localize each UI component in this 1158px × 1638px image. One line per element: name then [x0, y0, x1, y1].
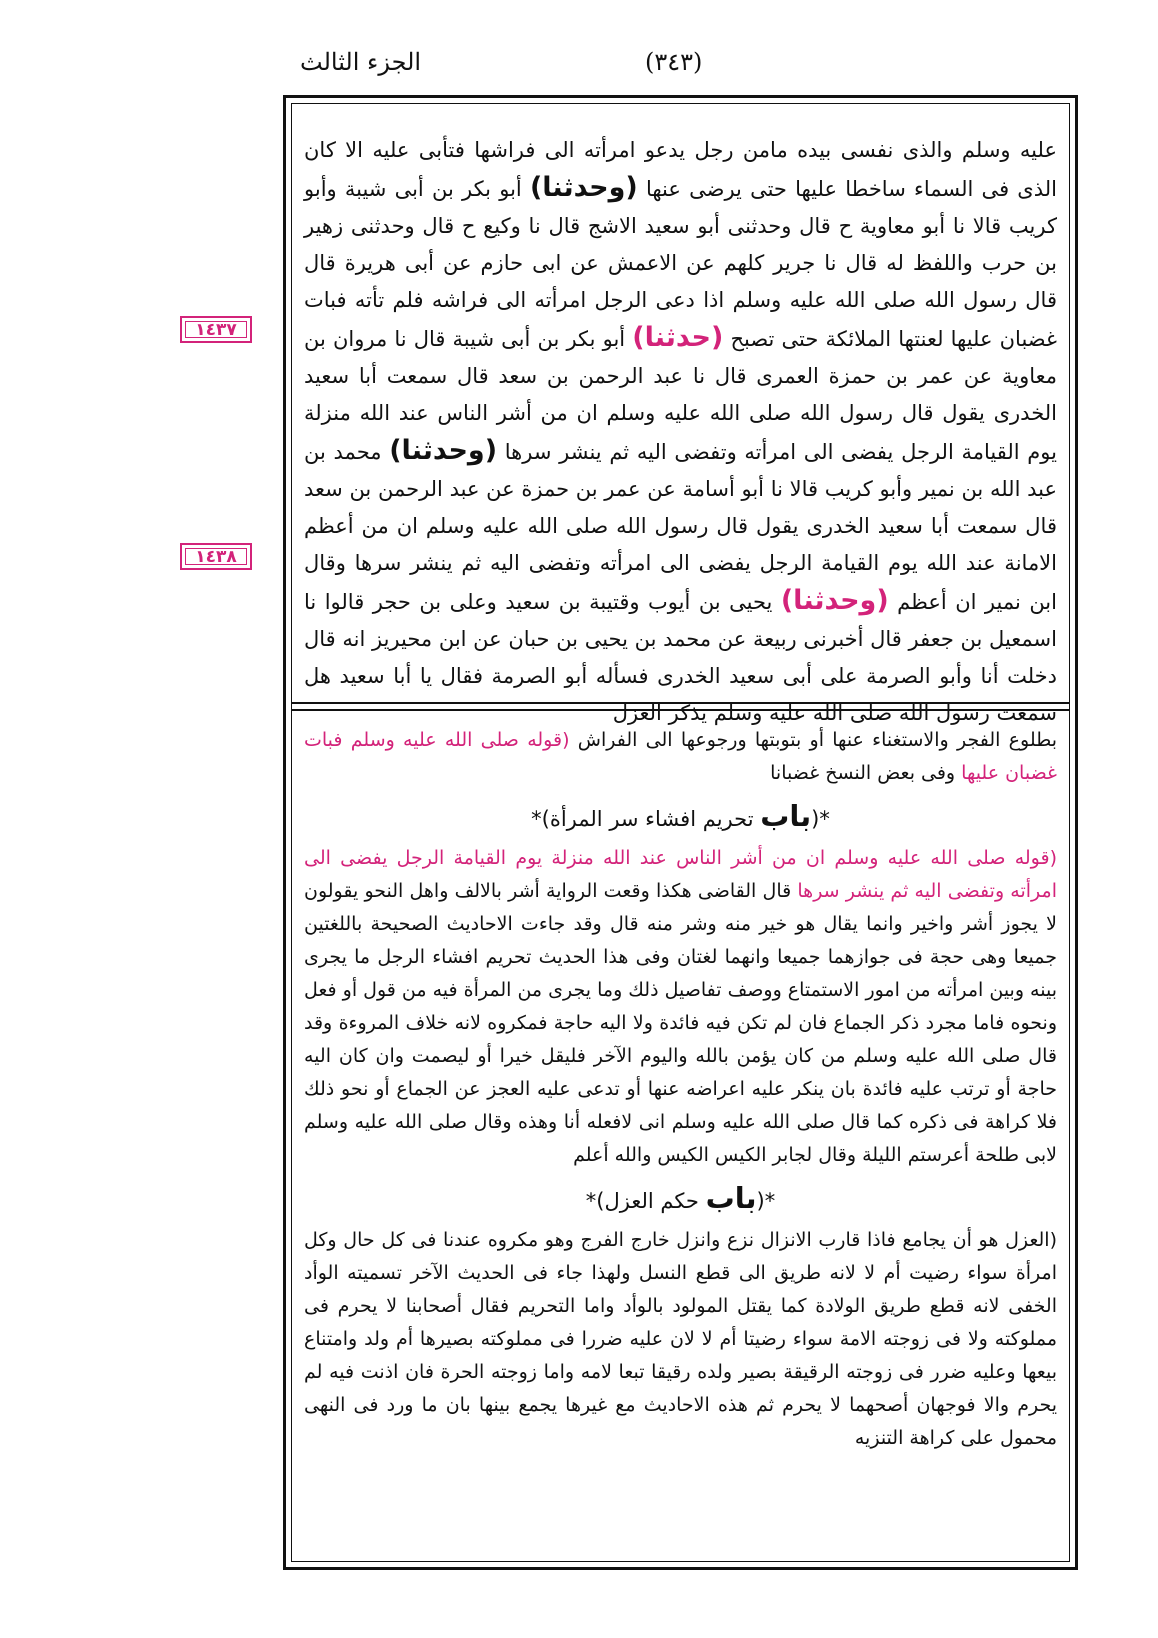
commentary-quote: (قوله صلى الله عليه وسلم ان من أشر الناس عند الله منزلة يوم القيامة الرجل يفضى الى امرأته وتفضى اليه ثم ينشر سرها [304, 847, 1057, 902]
hadith-number-badge [180, 543, 252, 570]
hadith-number: ١٤٣٨ [185, 548, 247, 565]
narration-keyword: (حدثنا) [632, 322, 724, 353]
hadith-number-badge [180, 316, 252, 343]
narration-keyword: (وحدثنا) [529, 172, 638, 203]
commentary-paragraph [304, 842, 1057, 1172]
hadith-text-block [304, 132, 1057, 725]
page-frame [283, 95, 1078, 1570]
hadith-number: ١٤٣٧ [185, 321, 247, 338]
hadith-text: يحيى بن أيوب وقتيبة بن سعيد وعلى بن حجر قالوا نا اسمعيل بن جعفر قال أخبرنى ربيعة عن محمد بن يحيى بن حبان عن ابن محيريز انه قال دخلت أنا وأبو الصرمة على أبى سعيد الخدرى فسأله أبو الصرمة فقال يا أبا سعيد هل سمعت رسول الله صلى الله عليه وسلم يذكر العزل [304, 590, 1057, 725]
chapter-title: حكم العزل [604, 1189, 699, 1213]
page-number: (٣٤٣) [645, 48, 703, 76]
narration-keyword: (وحدثنا) [780, 585, 889, 616]
commentary-text: قال القاضى هكذا وقعت الرواية أشر بالالف واهل النحو يقولون لا يجوز أشر واخير وانما يقال هو خير منه وشر منه قال وقد جاءت الاحاديث الصحيحة باللغتين جميعا وهى حجة فى جوازهما جميعا وانهما لغتان وفى هذا الحديث تحريم افشاء الرجل ما يجرى بينه وبين امرأته من امور الاستمتاع ووصف تفاصيل ذلك وما يجرى من المرأة فيه من قول أو فعل ونحوه فاما مجرد ذكر الجماع فان لم تكن فيه فائدة ولا اليه حاجة فمكروه لانه خلاف المروءة وقد قال صلى الله عليه وسلم من كان يؤمن بالله واليوم الآخر فليقل خيرا أو ليصمت وان كان اليه حاجة أو ترتب عليه فائدة بان ينكر عليه اعراضه عنها أو تدعى عليه العجز عن الجماع أو نحو ذلك فلا كراهة فى ذكره كما قال صلى الله عليه وسلم انى لافعله أنا وهذه وقال صلى الله عليه وسلم لابى طلحة أعرستم الليلة وقال لجابر الكيس الكيس والله أعلم [304, 880, 1057, 1166]
narration-keyword: (وحدثنا) [389, 435, 498, 466]
hadith-text: عليه وسلم والذى نفسى بيده مامن رجل يدعو امرأته الى فراشها فتأبى عليه الا كان الذى فى السماء ساخطا عليها حتى يرضى عنها [304, 138, 1057, 201]
chapter-title: تحريم افشاء سر المرأة [549, 807, 754, 831]
commentary-paragraph [304, 724, 1057, 790]
hadith-text: أبو بكر بن أبى شيبة قال نا مروان بن معاوية عن عمر بن حمزة العمرى قال نا عبد الرحمن بن سعد قال سمعت أبا سعيد الخدرى يقول قال رسول الله صلى الله عليه وسلم ان من أشر الناس عند الله منزلة يوم القيامة الرجل يفضى الى امرأته وتفضى اليه ثم ينشر سرها [304, 327, 1057, 464]
commentary-quote: (قوله صلى الله عليه وسلم فبات غضبان عليها [304, 729, 1057, 784]
chapter-heading: *(باب تحريم افشاء سر المرأة)* [531, 799, 830, 833]
chapter-bab: باب [760, 799, 812, 833]
commentary-paragraph [304, 1224, 1057, 1455]
commentary-text: بطلوع الفجر والاستغناء عنها أو بتوبتها ورجوعها الى الفراش [569, 729, 1057, 751]
chapter-bab: باب [705, 1181, 757, 1215]
chapter-heading: *(باب حكم العزل)* [585, 1181, 776, 1215]
commentary-text: وفى بعض النسخ غضبانا [770, 762, 962, 784]
hadith-text: أبو بكر بن أبى شيبة وأبو كريب قالا نا أبو معاوية ح قال وحدثنى أبو سعيد الاشج قال نا وكيع ح قال وحدثنى زهير بن حرب واللفظ له قال نا جرير كلهم عن الاعمش عن ابى حازم عن أبى هريرة قال قال رسول الله صلى الله عليه وسلم اذا دعى الرجل امرأته الى فراشه فلم تأته فبات غضبان عليها لعنتها الملائكة حتى تصبح [304, 177, 1057, 351]
page-frame-inner [291, 103, 1070, 1562]
commentary-text: (العزل هو أن يجامع فاذا قارب الانزال نزع وانزل خارج الفرج وهو مكروه عندنا فى كل حال وكل امرأة سواء رضيت أم لا لانه طريق الى قطع النسل ولهذا جاء فى الحديث الآخر تسميته الوأد الخفى لانه قطع طريق الولادة كما يقتل المولود بالوأد واما التحريم فقال أصحابنا لا يحرم فى مملوكته ولا فى زوجته الامة سواء رضيتا أم لا لان عليه ضررا فى مملوكته بصيرها أم ولد وامتناع بيعها وعليه ضرر فى زوجته الرقيقة بصير ولده رقيقا تبعا لامه واما زوجته الحرة فان اذنت فيه لم يحرم والا فوجهان أصحهما لا يحرم ثم هذه الاحاديث مع غيرها يجمع بينها بان ما ورد فى النهى محمول على كراهة التنزيه [304, 1229, 1057, 1449]
hadith-text: محمد بن عبد الله بن نمير وأبو كريب قالا نا أبو أسامة عن عمر بن حمزة عن عبد الرحمن بن سعد قال سمعت أبا سعيد الخدرى يقول قال رسول الله صلى الله عليه وسلم ان من أعظم الامانة عند الله يوم القيامة الرجل يفضى الى امرأته وتفضى اليه ثم ينشر سرها وقال ابن نمير ان أعظم [304, 440, 1057, 614]
commentary-block [304, 724, 1057, 1564]
volume-title: الجزء الثالث [300, 48, 422, 76]
section-divider [292, 702, 1069, 711]
